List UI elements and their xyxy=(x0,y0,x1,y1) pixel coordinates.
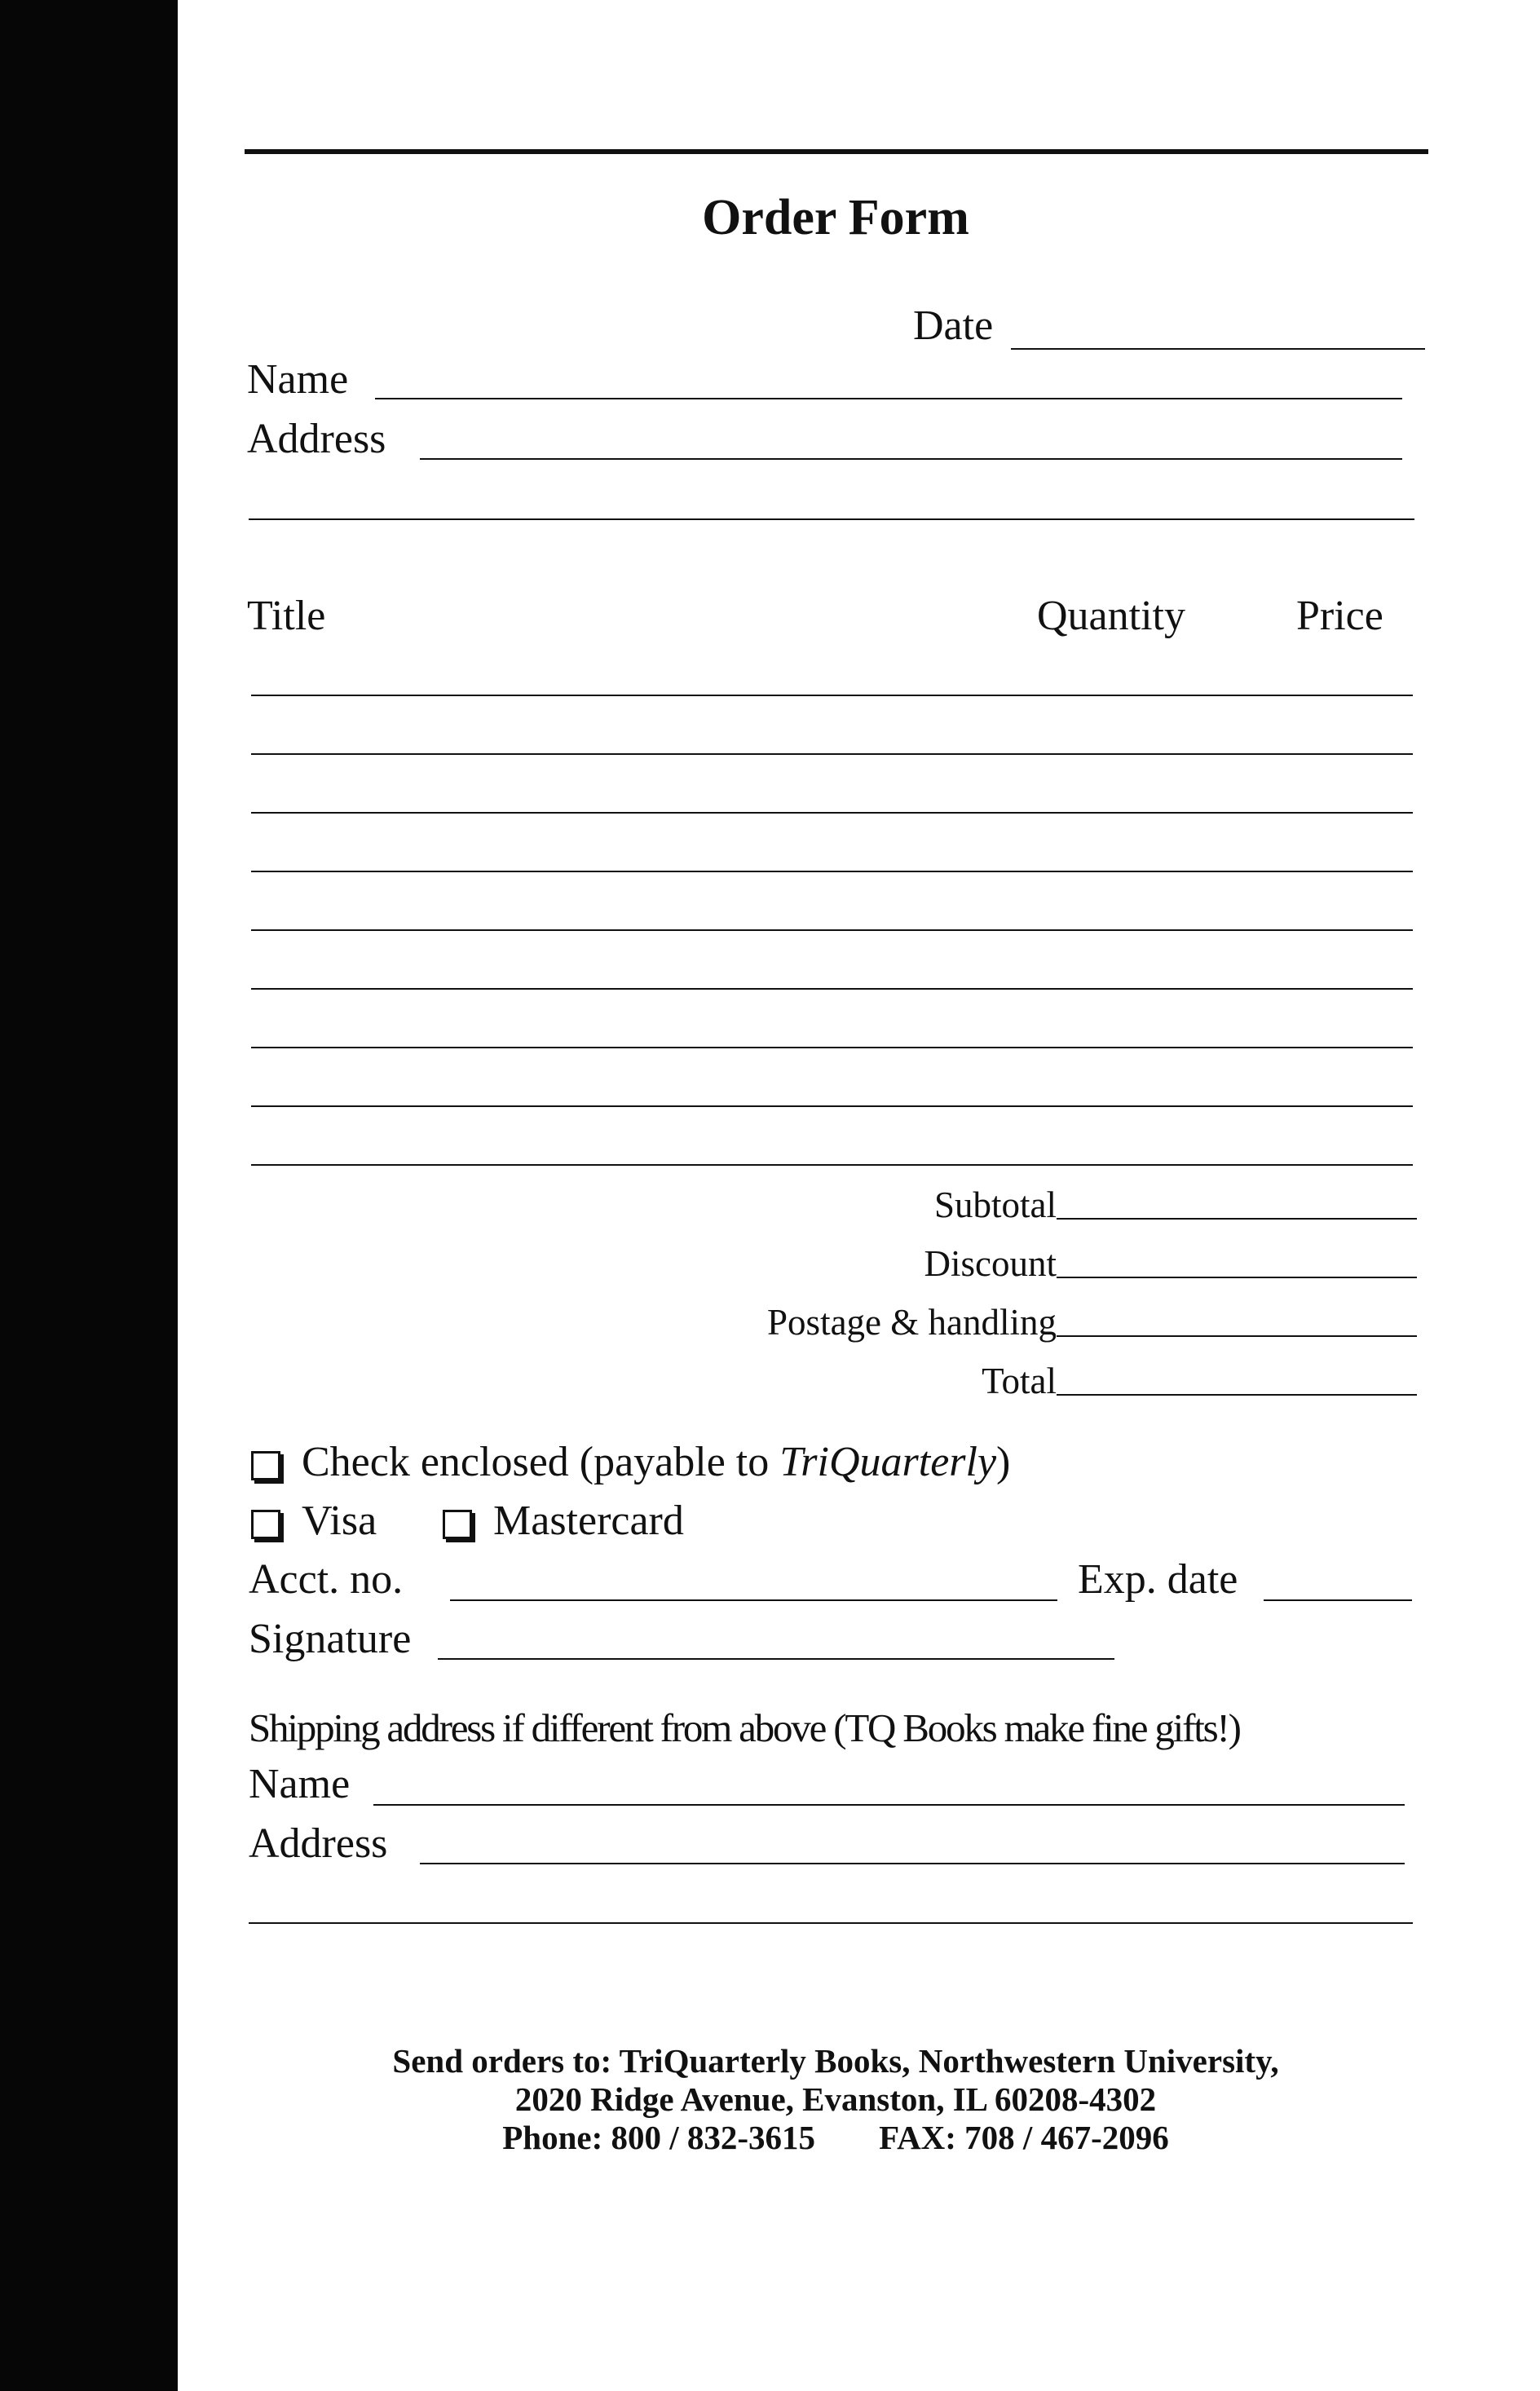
signature-field[interactable] xyxy=(438,1658,1114,1660)
subtotal-label: Subtotal xyxy=(933,1184,1057,1225)
shipping-name-label: Name xyxy=(249,1761,351,1807)
acct-no-label: Acct. no. xyxy=(249,1556,404,1603)
form-title: Order Form xyxy=(702,190,969,245)
footer-phone: Phone: 800 / 832-3615 xyxy=(502,2119,816,2156)
order-line[interactable] xyxy=(251,1164,1413,1166)
footer-street-address: 2020 Ridge Avenue, Evanston, IL 60208-4302 xyxy=(514,2080,1157,2118)
subtotal-field[interactable] xyxy=(1057,1218,1417,1220)
book-spine xyxy=(0,0,178,2391)
footer-fax: FAX: 708 / 467-2096 xyxy=(879,2119,1169,2156)
shipping-address-field-line-2[interactable] xyxy=(249,1922,1413,1924)
discount-label: Discount xyxy=(924,1243,1057,1284)
acct-no-field[interactable] xyxy=(450,1599,1057,1601)
mastercard-label: Mastercard xyxy=(493,1498,684,1544)
shipping-address-field[interactable] xyxy=(420,1863,1405,1864)
exp-date-field[interactable] xyxy=(1264,1599,1412,1601)
date-label: Date xyxy=(913,302,994,349)
order-line[interactable] xyxy=(251,812,1413,814)
visa-checkbox[interactable] xyxy=(251,1510,280,1539)
quantity-column-header: Quantity xyxy=(1037,593,1185,639)
visa-label: Visa xyxy=(302,1498,377,1544)
exp-date-label: Exp. date xyxy=(1078,1556,1238,1603)
order-line[interactable] xyxy=(251,988,1413,990)
title-column-header: Title xyxy=(247,593,326,639)
footer-send-orders: Send orders to: TriQuarterly Books, Northwestern University, xyxy=(392,2042,1279,2080)
check-enclosed-checkbox[interactable] xyxy=(251,1451,280,1480)
order-line[interactable] xyxy=(251,695,1413,696)
postage-field[interactable] xyxy=(1057,1335,1417,1337)
order-line[interactable] xyxy=(251,753,1413,755)
address-field[interactable] xyxy=(420,458,1402,460)
address-label: Address xyxy=(247,416,386,462)
signature-label: Signature xyxy=(249,1616,412,1662)
discount-field[interactable] xyxy=(1057,1277,1417,1278)
name-field[interactable] xyxy=(375,398,1402,399)
order-line[interactable] xyxy=(251,1105,1413,1107)
order-line[interactable] xyxy=(251,871,1413,872)
total-field[interactable] xyxy=(1057,1394,1417,1396)
footer-contact xyxy=(0,2121,1540,2155)
order-line[interactable] xyxy=(251,1047,1413,1048)
total-label: Total xyxy=(982,1361,1057,1401)
order-line[interactable] xyxy=(251,929,1413,931)
shipping-address-label: Address xyxy=(249,1820,388,1867)
shipping-heading: Shipping address if different from above (TQ Books make fine gifts!) xyxy=(249,1705,1240,1750)
date-field[interactable] xyxy=(1011,348,1425,350)
check-payee: TriQuarterly xyxy=(779,1439,997,1485)
shipping-name-field[interactable] xyxy=(373,1804,1405,1806)
check-enclosed-label: Check enclosed (payable to TriQuarterly) xyxy=(302,1439,1011,1485)
top-rule xyxy=(245,149,1428,154)
name-label: Name xyxy=(247,356,349,403)
address-field-line-2[interactable] xyxy=(249,518,1414,520)
postage-label: Postage & handling xyxy=(767,1302,1057,1343)
price-column-header: Price xyxy=(1296,593,1383,639)
mastercard-checkbox[interactable] xyxy=(443,1510,472,1539)
